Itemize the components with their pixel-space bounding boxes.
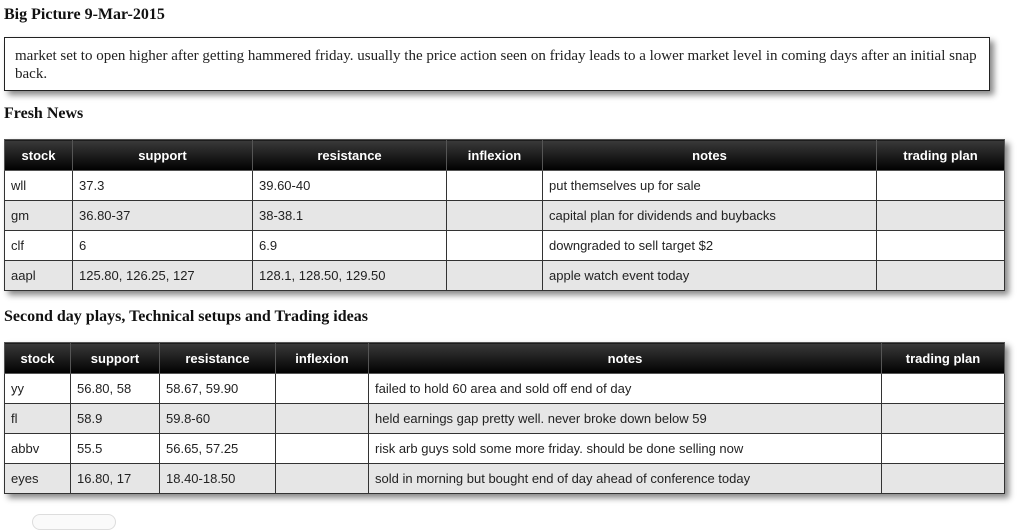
cell-support: 125.80, 126.25, 127 — [73, 261, 253, 291]
cell-notes: failed to hold 60 area and sold off end of day — [369, 374, 882, 404]
cell-stock: abbv — [5, 434, 71, 464]
cell-trading-plan — [877, 201, 1005, 231]
fresh-news-table — [4, 139, 1005, 291]
column-header-notes[interactable]: notes — [543, 140, 877, 171]
cell-trading-plan — [882, 434, 1005, 464]
cell-inflexion — [276, 464, 369, 494]
cell-inflexion — [276, 404, 369, 434]
table-row — [5, 261, 1005, 291]
cell-trading-plan — [882, 464, 1005, 494]
cell-inflexion — [447, 201, 543, 231]
table-row — [5, 171, 1005, 201]
big-picture-text: market set to open higher after getting hammered friday. usually the price action seen on friday leads to a lower market level in coming days after an initial snap back. — [15, 48, 977, 82]
table-row — [5, 434, 1005, 464]
column-header-inflexion[interactable]: inflexion — [276, 343, 369, 374]
cell-trading-plan — [882, 374, 1005, 404]
column-header-notes[interactable]: notes — [369, 343, 882, 374]
cell-resistance: 59.8-60 — [160, 404, 276, 434]
cell-stock: wll — [5, 171, 73, 201]
cell-trading-plan — [882, 404, 1005, 434]
partial-button[interactable] — [32, 514, 116, 530]
cell-stock: eyes — [5, 464, 71, 494]
cell-resistance: 56.65, 57.25 — [160, 434, 276, 464]
table-row — [5, 464, 1005, 494]
column-header-support[interactable]: support — [71, 343, 160, 374]
column-header-trading-plan[interactable]: trading plan — [877, 140, 1005, 171]
cell-notes: risk arb guys sold some more friday. should be done selling now — [369, 434, 882, 464]
cell-inflexion — [276, 434, 369, 464]
table-row — [5, 374, 1005, 404]
column-header-resistance[interactable]: resistance — [160, 343, 276, 374]
cell-resistance: 38-38.1 — [253, 201, 447, 231]
cell-notes: held earnings gap pretty well. never broke down below 59 — [369, 404, 882, 434]
column-header-inflexion[interactable]: inflexion — [447, 140, 543, 171]
big-picture-box — [4, 37, 990, 91]
cell-stock: yy — [5, 374, 71, 404]
cell-notes: downgraded to sell target $2 — [543, 231, 877, 261]
cell-trading-plan — [877, 231, 1005, 261]
cell-resistance: 39.60-40 — [253, 171, 447, 201]
cell-notes: apple watch event today — [543, 261, 877, 291]
cell-stock: gm — [5, 201, 73, 231]
cell-support: 37.3 — [73, 171, 253, 201]
cell-inflexion — [276, 374, 369, 404]
cell-support: 56.80, 58 — [71, 374, 160, 404]
cell-support: 58.9 — [71, 404, 160, 434]
cell-notes: put themselves up for sale — [543, 171, 877, 201]
cell-notes: sold in morning but bought end of day ahead of conference today — [369, 464, 882, 494]
table-header-row — [5, 343, 1005, 374]
cell-support: 36.80-37 — [73, 201, 253, 231]
column-header-stock[interactable]: stock — [5, 343, 71, 374]
column-header-support[interactable]: support — [73, 140, 253, 171]
second-day-heading: Second day plays, Technical setups and Trading ideas — [4, 308, 368, 325]
cell-stock: clf — [5, 231, 73, 261]
column-header-trading-plan[interactable]: trading plan — [882, 343, 1005, 374]
table-row — [5, 201, 1005, 231]
cell-resistance: 128.1, 128.50, 129.50 — [253, 261, 447, 291]
cell-inflexion — [447, 171, 543, 201]
cell-inflexion — [447, 261, 543, 291]
big-picture-heading: Big Picture 9-Mar-2015 — [4, 6, 165, 23]
cell-resistance: 6.9 — [253, 231, 447, 261]
cell-trading-plan — [877, 261, 1005, 291]
cell-stock: fl — [5, 404, 71, 434]
table-row — [5, 231, 1005, 261]
column-header-resistance[interactable]: resistance — [253, 140, 447, 171]
cell-stock: aapl — [5, 261, 73, 291]
cell-trading-plan — [877, 171, 1005, 201]
second-day-table — [4, 342, 1005, 494]
cell-inflexion — [447, 231, 543, 261]
fresh-news-heading: Fresh News — [4, 105, 84, 122]
column-header-stock[interactable]: stock — [5, 140, 73, 171]
cell-notes: capital plan for dividends and buybacks — [543, 201, 877, 231]
cell-support: 55.5 — [71, 434, 160, 464]
table-row — [5, 404, 1005, 434]
cell-support: 6 — [73, 231, 253, 261]
cell-resistance: 18.40-18.50 — [160, 464, 276, 494]
cell-resistance: 58.67, 59.90 — [160, 374, 276, 404]
cell-support: 16.80, 17 — [71, 464, 160, 494]
table-header-row — [5, 140, 1005, 171]
